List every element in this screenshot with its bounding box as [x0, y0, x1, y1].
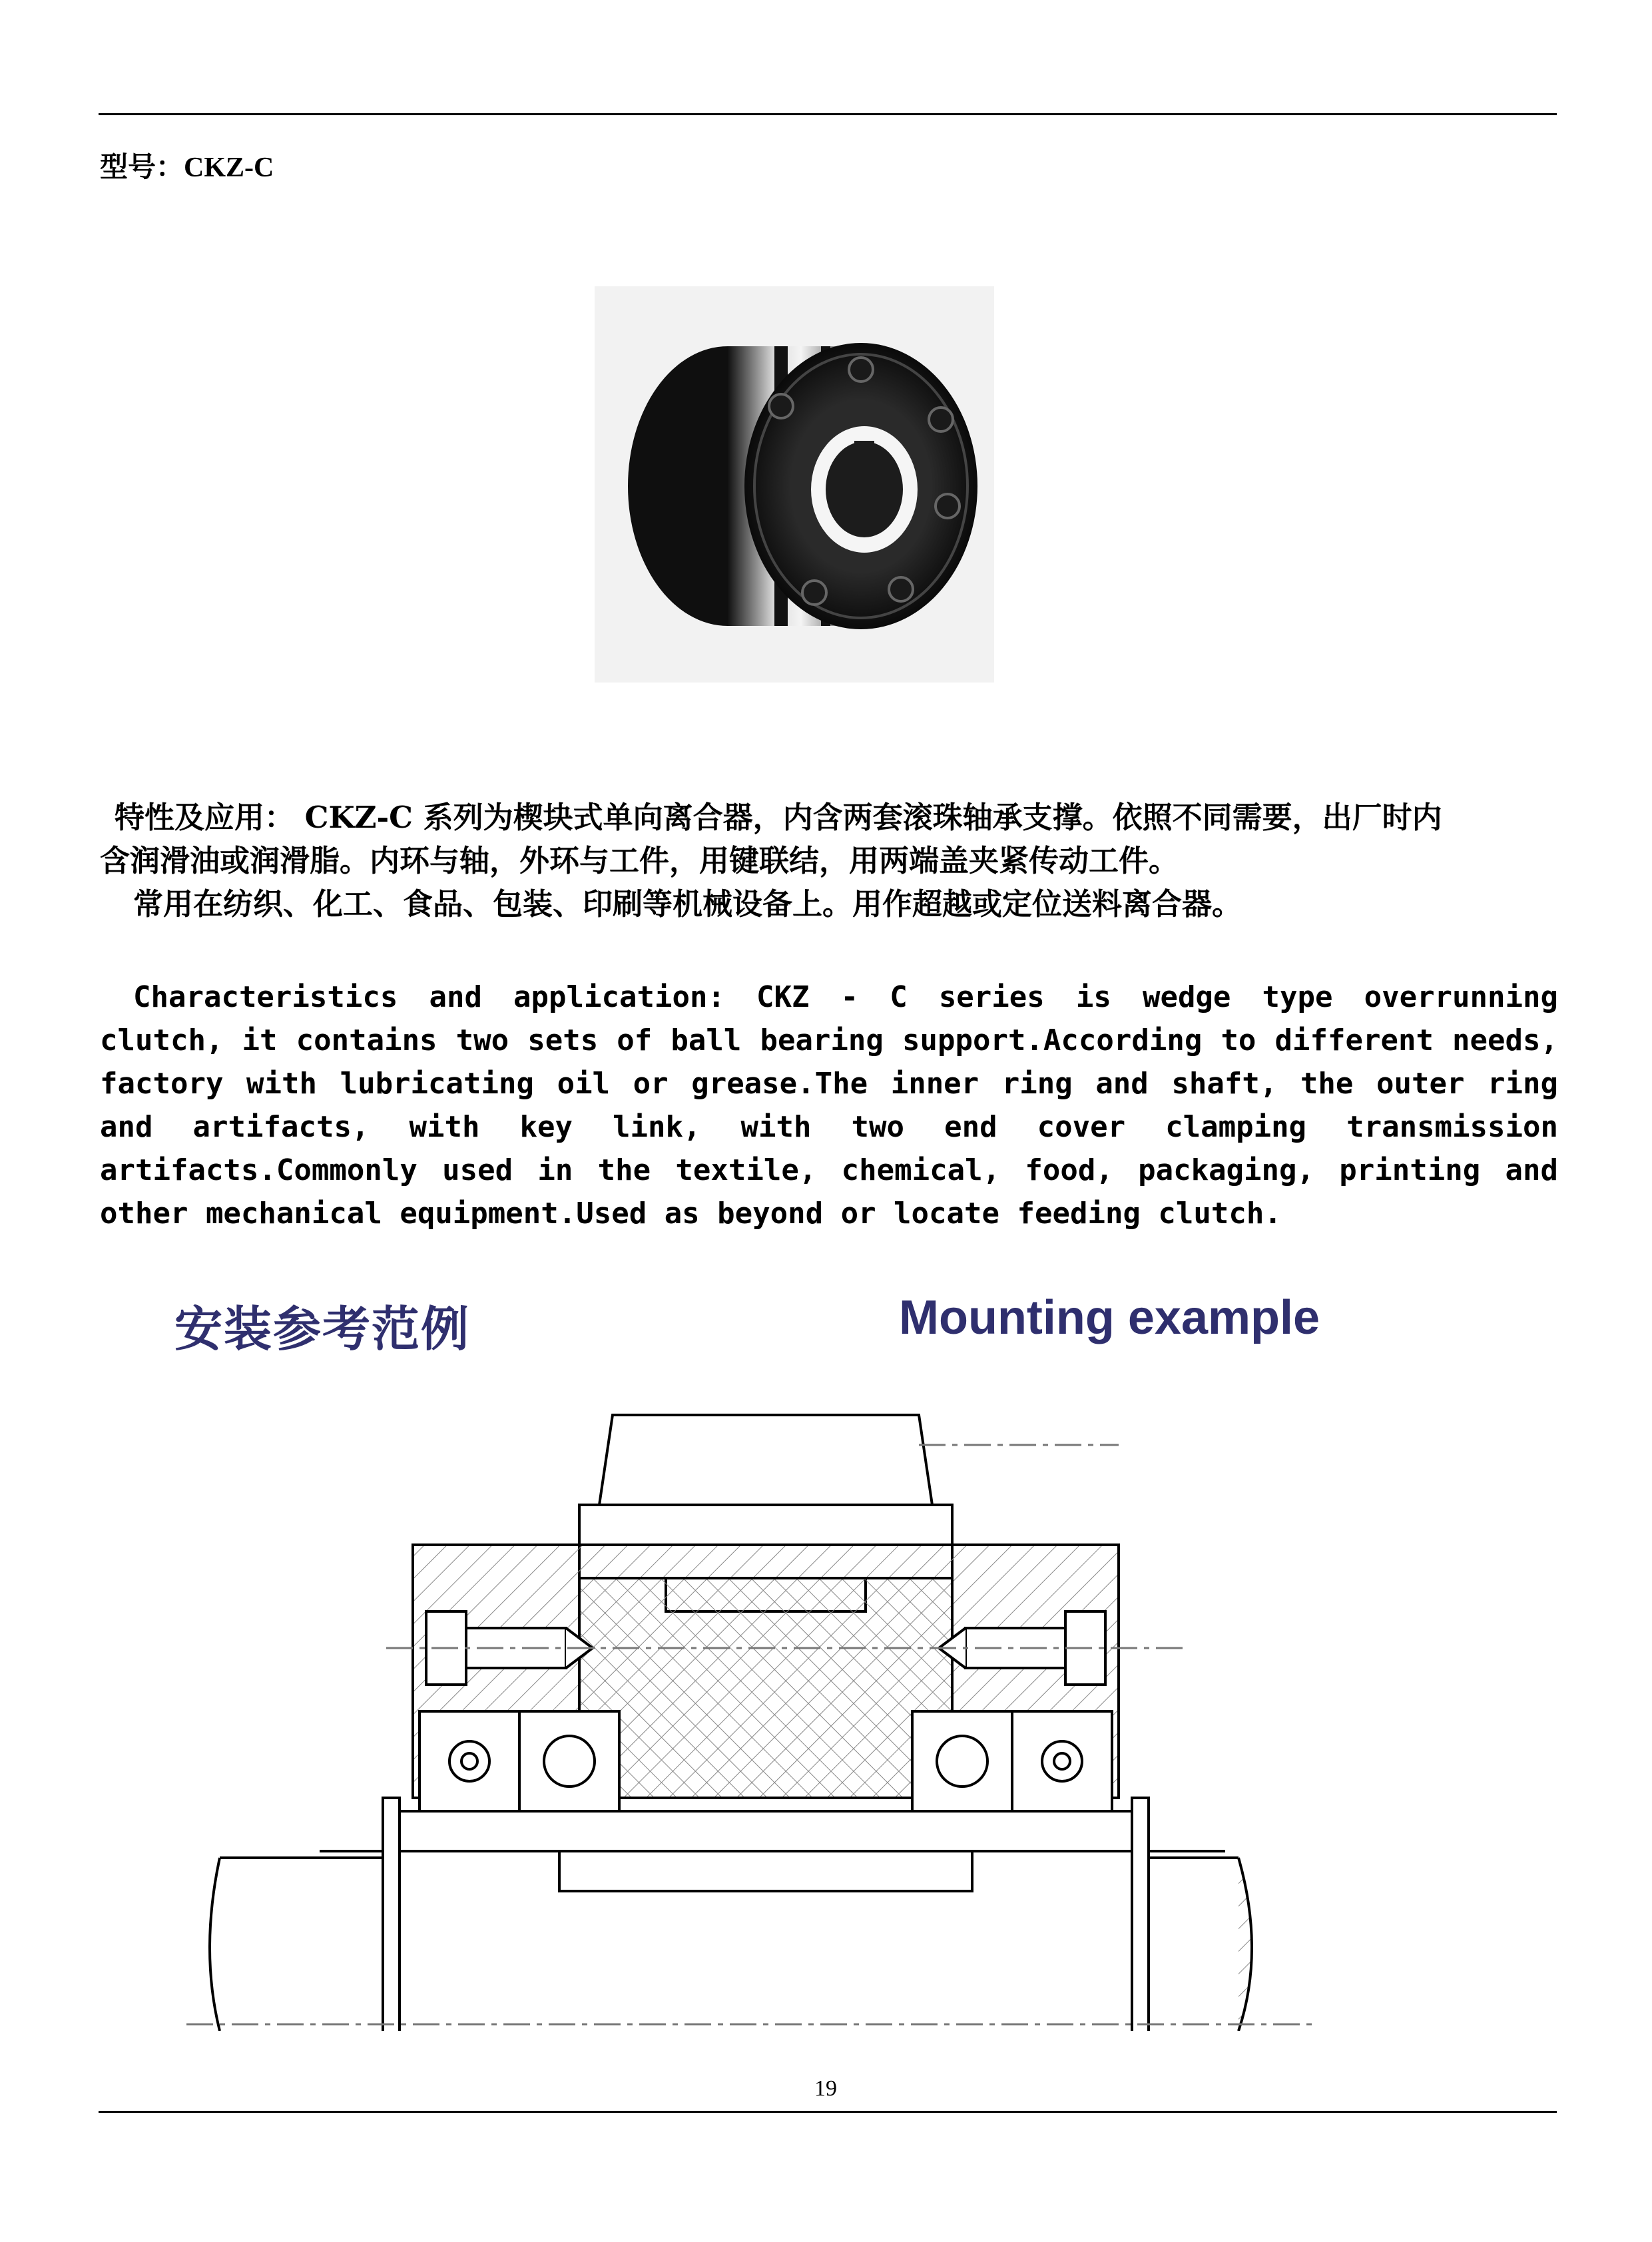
footer-rule [99, 2111, 1557, 2113]
english-paragraph: Characteristics and application: CKZ - C series is wedge type overrunning clutch, it contains two sets of ball bearing support.According to different needs, factory with lubricating oil or grease.The inner ring and shaft, the outer ring and artifacts, with key link, with two end cover clamping transmission artifacts.Commonly used in the textile, chemical, food, packaging, printing and other mechanical equipment.Used as beyond or locate feeding clutch. [100, 980, 1558, 1231]
mounting-title-cn: 安装参考范例 [174, 1301, 471, 1357]
header-rule [99, 113, 1557, 115]
chinese-line-3: 常用在纺织、化工、食品、包装、印刷等机械设备上。用作超越或定位送料离合器。 [133, 886, 1242, 922]
product-photo [595, 286, 994, 683]
chinese-line-2: 含润滑油或润滑脂。内环与轴，外环与工件，用键联结，用两端盖夹紧传动工件。 [100, 843, 1179, 878]
mounting-drawing [186, 1398, 1385, 2031]
chinese-line-1: 特性及应用： CKZ-C 系列为楔块式单向离合器，内含两套滚珠轴承支撑。依照不同需要，出厂时内 [115, 800, 1442, 835]
mounting-title-en: Mounting example [899, 1291, 1320, 1344]
english-description [100, 976, 1558, 1235]
page-number: 19 [814, 2076, 837, 2101]
chinese-description [100, 796, 1558, 926]
model-label: 型号：CKZ-C [100, 152, 274, 183]
